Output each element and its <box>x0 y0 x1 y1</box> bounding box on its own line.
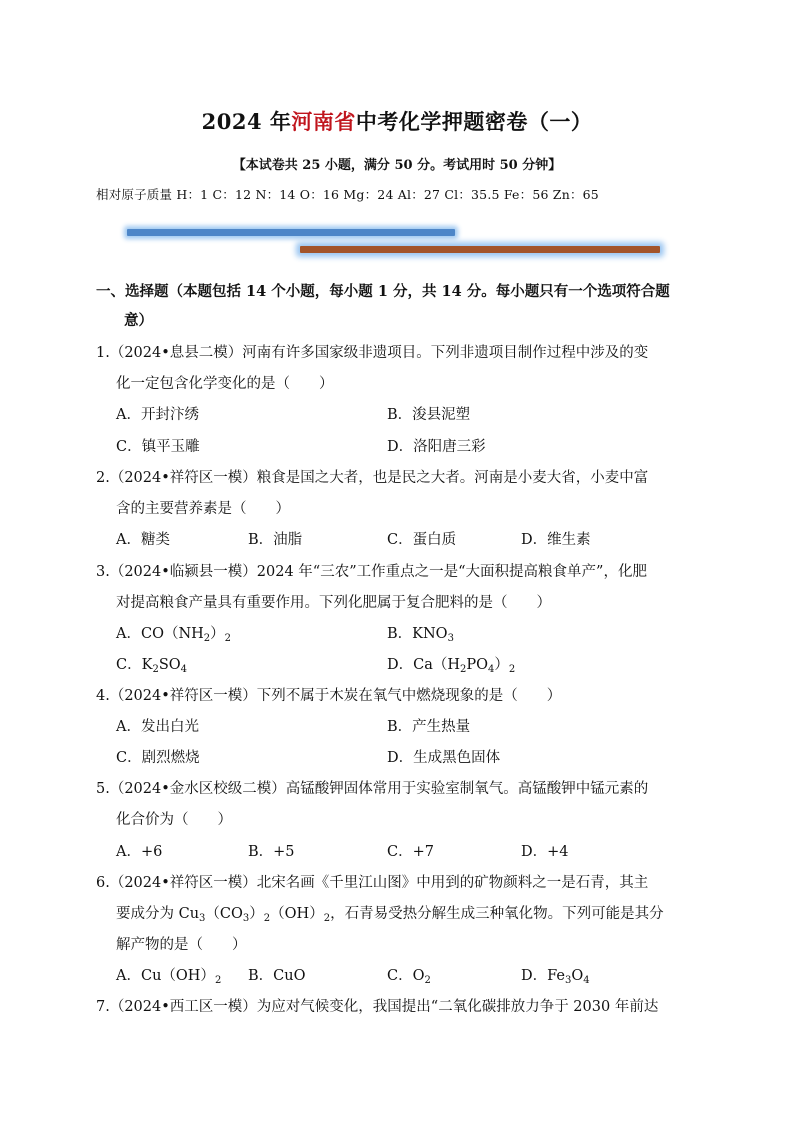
q5-option-b: B．+5 <box>248 844 295 860</box>
q1-option-c: C．镇平玉雕 <box>116 439 200 455</box>
q6-option-b: B．CuO <box>248 968 306 984</box>
q4-option-b: B．产生热量 <box>387 719 471 735</box>
question-2-cont: 含的主要营养素是（ ） <box>116 501 290 517</box>
q5-option-d: D．+4 <box>521 844 569 860</box>
question-3: 3.（2024•临颍县一模）2024 年“三农”工作重点之一是“大面积提高粮食单产”，化肥 <box>96 564 647 580</box>
question-3-cont: 对提高粮食产量具有重要作用。下列化肥属于复合肥料的是（ ） <box>116 595 551 611</box>
q5-option-a: A．+6 <box>116 844 163 860</box>
question-6-cont2: 解产物的是（ ） <box>116 937 247 953</box>
q1-option-a: A．开封汴绣 <box>116 407 199 423</box>
question-2: 2.（2024•祥符区一模）粮食是国之大者，也是民之大者。河南是小麦大省，小麦中富 <box>96 470 649 486</box>
question-5: 5.（2024•金水区校级二模）高锰酸钾固体常用于实验室制氧气。高锰酸钾中锰元素的 <box>96 781 649 797</box>
question-1-cont: 化一定包含化学变化的是（ ） <box>116 376 334 392</box>
q2-option-a: A．糖类 <box>116 532 170 548</box>
title-province: 河南省 <box>291 109 356 134</box>
q4-option-a: A．发出白光 <box>116 719 199 735</box>
q3-option-a: A．$CO(NH_2)_2$ <box>116 626 232 644</box>
title-year: 2024 年 <box>201 109 292 134</box>
exam-info: 【本试卷共 25 小题，满分 50 分。考试用时 50 分钟】 <box>232 158 562 173</box>
section-heading: 一、选择题（本题包括 14 个小题，每小题 1 分，共 14 分。每小题只有一个选项符合题 <box>96 283 670 300</box>
q6-option-d: D．$Fe_3O_4$ <box>521 968 590 986</box>
section-heading-cont: 意） <box>124 312 153 329</box>
question-6: 6.（2024•祥符区一模）北宋名画《千里江山图》中用到的矿物颜料之一是石青，其主 <box>96 875 649 891</box>
q2-option-b: B．油脂 <box>248 532 303 548</box>
atomic-masses: 相对原子质量 H：1 C：12 N：14 O：16 Mg：24 Al：27 Cl：35.5 Fe：56 Zn：65 <box>96 187 599 202</box>
q3-option-b: B．$KNO_3$ <box>387 626 454 644</box>
page-title <box>0 106 794 136</box>
q3-option-d: D．$Ca(H_2PO_4)_2$ <box>387 657 516 675</box>
question-5-cont: 化合价为（ ） <box>116 812 232 828</box>
decorative-bar-blue <box>127 229 455 236</box>
question-6-cont: 要成分为 $Cu_3(CO_3)_2(OH)_2$，石青易受热分解生成三种氧化物。下列可能是其分 <box>116 906 664 924</box>
q6-option-c: C．$O_2$ <box>387 968 431 986</box>
title-rest: 中考化学押题密卷（一） <box>355 109 593 134</box>
q2-option-c: C．蛋白质 <box>387 532 457 548</box>
question-4: 4.（2024•祥符区一模）下列不属于木炭在氧气中燃烧现象的是（ ） <box>96 688 562 704</box>
q4-option-c: C．剧烈燃烧 <box>116 750 200 766</box>
q5-option-c: C．+7 <box>387 844 434 860</box>
decorative-bar-brown <box>300 246 660 253</box>
q4-option-d: D．生成黑色固体 <box>387 750 501 766</box>
question-1: 1.（2024•息县二模）河南有许多国家级非遗项目。下列非遗项目制作过程中涉及的变 <box>96 345 649 361</box>
q1-option-d: D．洛阳唐三彩 <box>387 439 486 455</box>
q2-option-d: D．维生素 <box>521 532 591 548</box>
q3-option-c: C．$K_2SO_4$ <box>116 657 188 675</box>
q6-option-a: A．$Cu(OH)_2$ <box>116 968 222 986</box>
question-7: 7.（2024•西工区一模）为应对气候变化，我国提出“二氧化碳排放力争于 2030 年前达 <box>96 999 659 1015</box>
q1-option-b: B．浚县泥塑 <box>387 407 471 423</box>
